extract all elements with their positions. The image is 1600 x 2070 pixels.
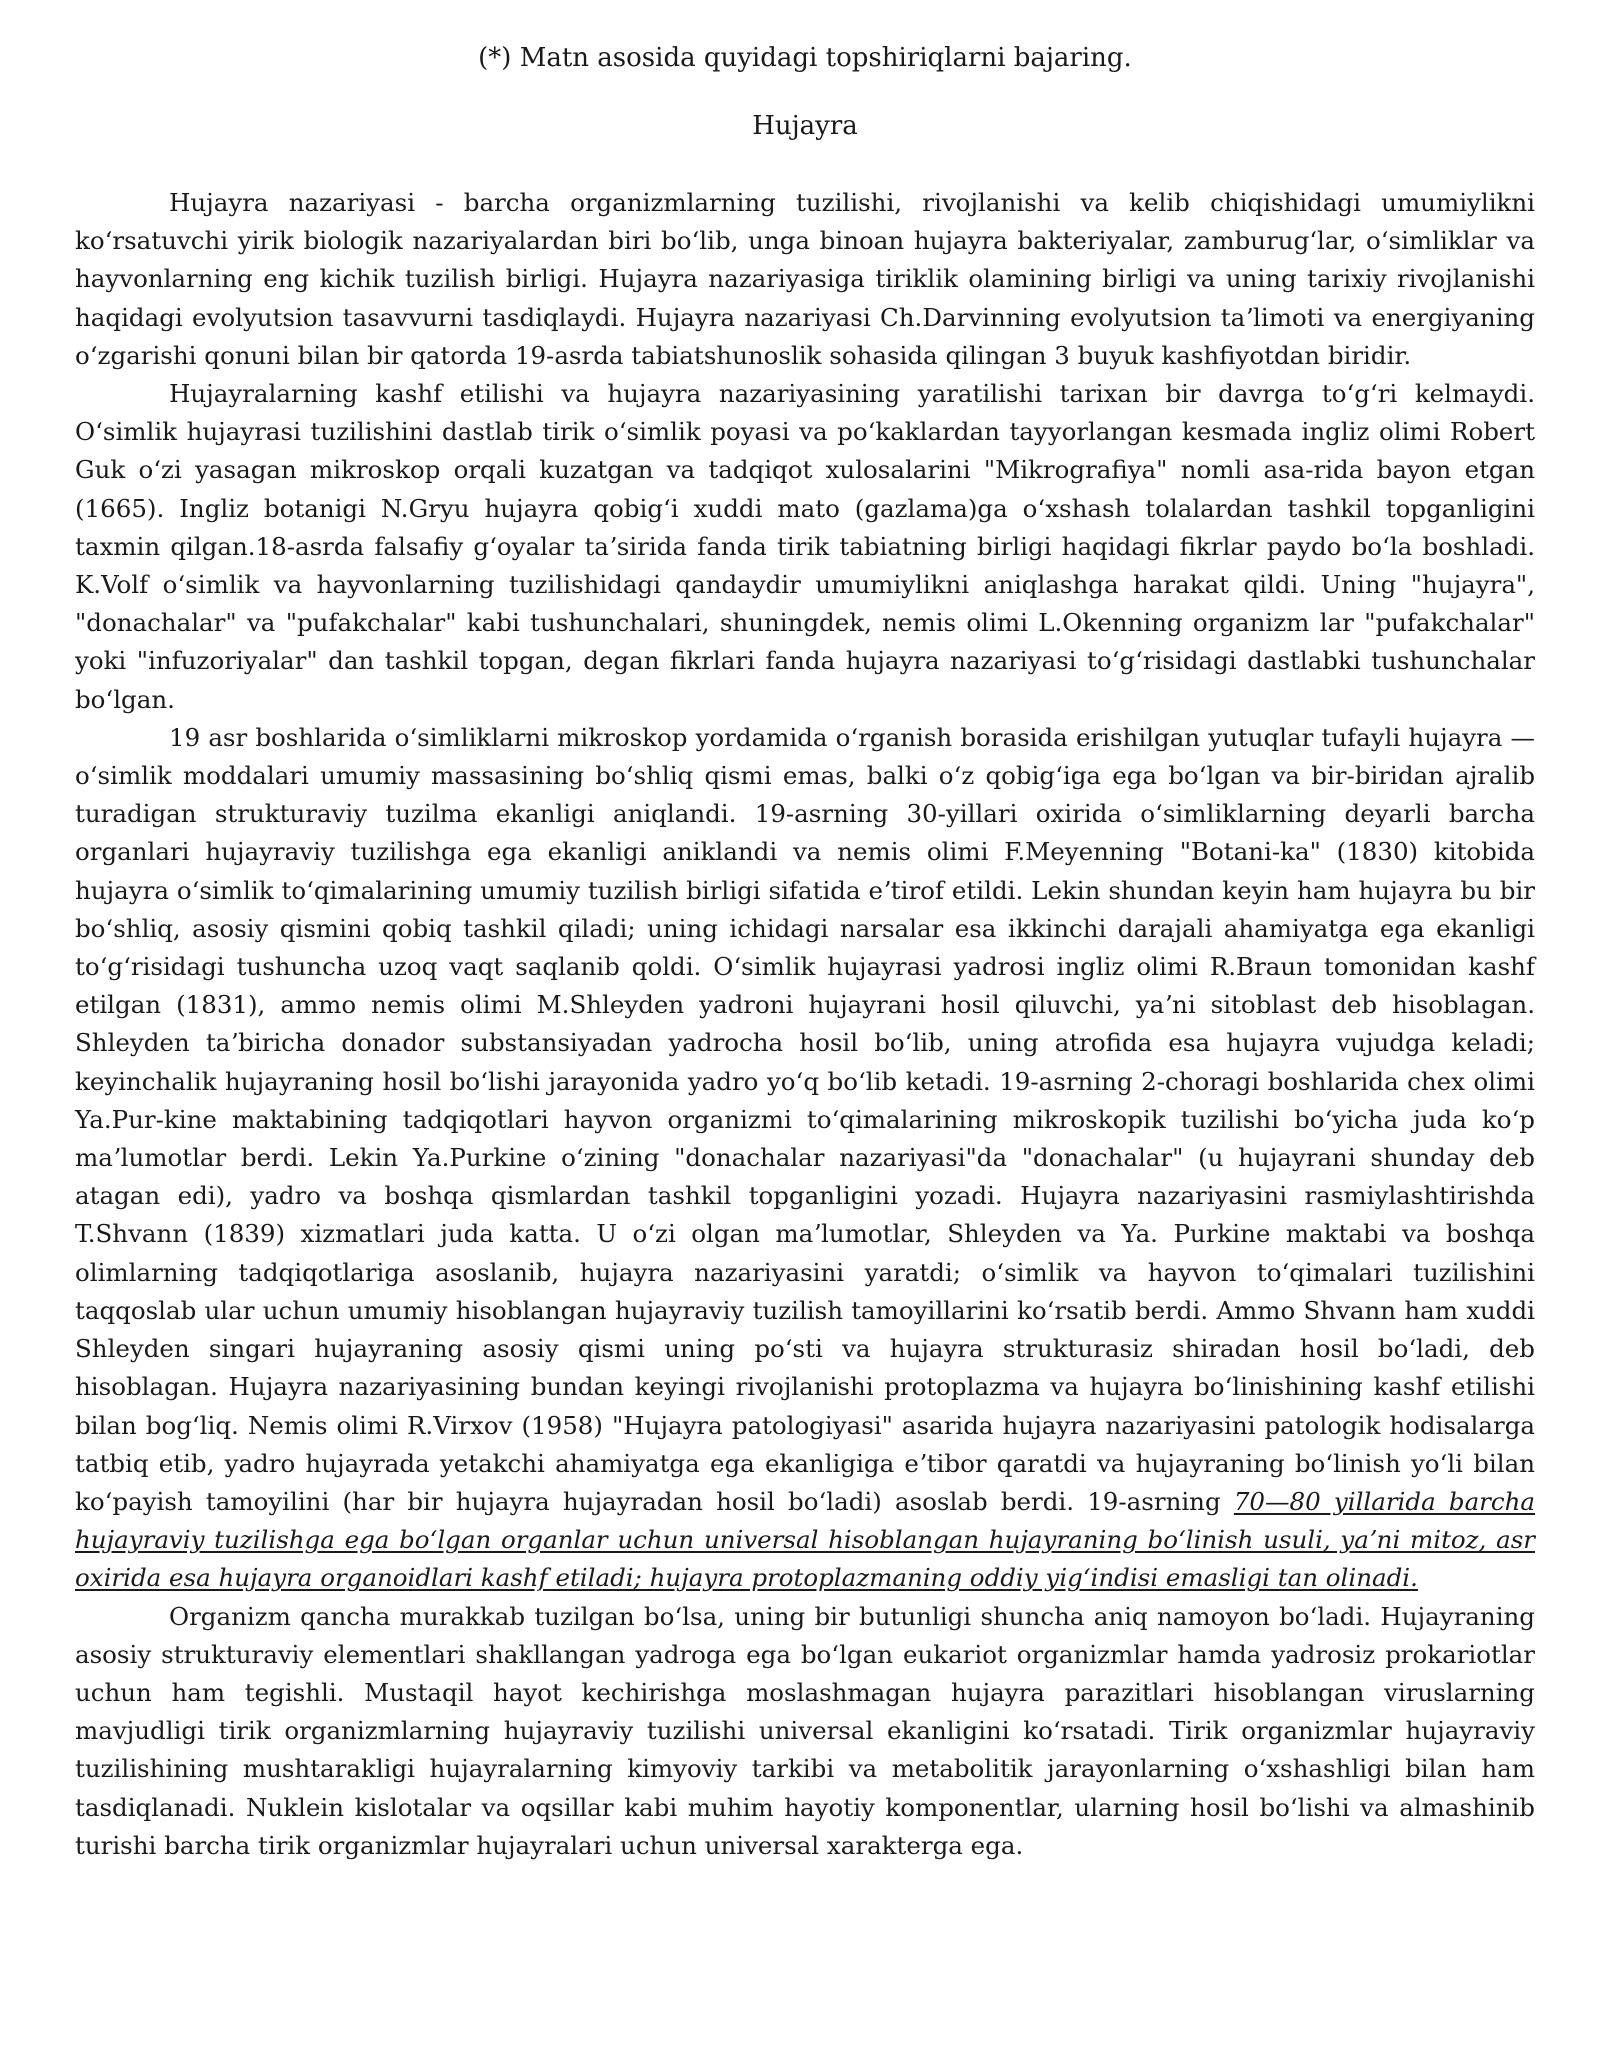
document-page [75,40,1535,1865]
document-body [75,184,1535,1865]
paragraph-4: Organizm qancha murakkab tuzilgan boʻlsa, uning bir butunligi shuncha aniq namoyon boʻladi. Hujayraning asosiy strukturaviy elementlari shakllangan yadroga ega boʻlgan eukariot organizmlar hamda yadrosiz prokariotlar uchun ham tegishli. Mustaqil hayot kechirishga moslashmagan hujayra parazitlari hisoblangan viruslarning mavjudligi tirik organizmlarning hujayraviy tuzilishi universal ekanligini koʻrsatadi. Tirik organizmlar hujayraviy tuzilishining mushtarakligi hujayralarning kimyoviy tarkibi va metabolitik jarayonlarning oʻxshashligi bilan ham tasdiqlanadi. Nuklein kislotalar va oqsillar kabi muhim hayotiy komponentlar, ularning hosil boʻlishi va almashinib turishi barcha tirik organizmlar hujayralari uchun universal xarakterga ega. [75,1601,1535,1860]
underlined-passage: 70—80 yillarida barcha hujayraviy tuzilishga ega boʻlgan organlar uchun universal hisoblangan hujayraning boʻlinish usuli, yaʼni mitoz, asr oxirida esa hujayra organoidlari kashf etiladi; hujayra protoplazmaning oddiy yigʻindisi emasligi tan olinadi. [75,1486,1535,1593]
paragraph-1: Hujayra nazariyasi - barcha organizmlarning tuzilishi, rivojlanishi va kelib chiqishidagi umumiylikni koʻrsatuvchi yirik biologik nazariyalardan biri boʻlib, unga binoan hujayra bakteriyalar, zamburugʻlar, oʻsimliklar va hayvonlarning eng kichik tuzilish birligi. Hujayra nazariyasiga tiriklik olamining birligi va uning tarixiy rivojlanishi haqidagi evolyutsion tasavvurni tasdiqlaydi. Hujayra nazariyasi Ch.Darvinning evolyutsion taʼlimoti va energiyaning oʻzgarishi qonuni bilan bir qatorda 19-asrda tabiatshunoslik sohasida qilingan 3 buyuk kashfiyotdan biridir. [75,188,1535,370]
page-title: Hujayra [752,111,858,141]
paragraph-3-text: 19 asr boshlarida oʻsimliklarni mikroskop yordamida oʻrganish borasida erishilgan yutuqlar tufayli hujayra — oʻsimlik moddalari umumiy massasining boʻshliq qismi emas, balki oʻz qobigʻiga ega boʻlgan va bir-biridan ajralib turadigan strukturaviy tuzilma ekanligi aniqlandi. 19-asrning 30-yillari oxirida oʻsimliklarning deyarli barcha organlari hujayraviy tuzilishga ega ekanligi aniklandi va nemis olimi F.Meyenning "Botani-ka" (1830) kitobida hujayra oʻsimlik toʻqimalarining umumiy tuzilish birligi sifatida eʼtirof etildi. Lekin shundan keyin ham hujayra bu bir boʻshliq, asosiy qismini qobiq tashkil qiladi; uning ichidagi narsalar esa ikkinchi darajali ahamiyatga ega ekanligi toʻgʻrisidagi tushuncha uzoq vaqt saqlanib qoldi. Oʻsimlik hujayrasi yadrosi ingliz olimi R.Braun tomonidan kashf etilgan (1831), ammo nemis olimi M.Shleyden yadroni hujayrani hosil qiluvchi, yaʼni sitoblast deb hisoblagan. Shleyden taʼbiricha donador substansiyadan yadrocha hosil boʻlib, uning atrofida esa hujayra vujudga keladi; keyinchalik hujayraning hosil boʻlishi jarayonida yadro yoʻq boʻlib ketadi. 19-asrning 2-choragi boshlarida chex olimi Ya.Pur-kine maktabining tadqiqotlari hayvon organizmi toʻqimalarining mikroskopik tuzilishi boʻyicha juda koʻp maʼlumotlar berdi. Lekin Ya.Purkine oʻzining "donachalar nazariyasi"da "donachalar" (u hujayrani shunday deb atagan edi), yadro va boshqa qismlardan tashkil topganligini yozadi. Hujayra nazariyasini rasmiylashtirishda T.Shvann (1839) xizmatlari juda katta. U oʻzi olgan maʼlumotlar, Shleyden va Ya. Purkine maktabi va boshqa olimlarning tadqiqotlariga asoslanib, hujayra nazariyasini yaratdi; oʻsimlik va hayvon toʻqimalari tuzilishini taqqoslab ular uchun umumiy hisoblangan hujayraviy tuzilish tamoyillarini koʻrsatib berdi. Ammo Shvann ham xuddi Shleyden singari hujayraning asosiy qismi uning poʻsti va hujayra strukturasiz shiradan hosil boʻladi, deb hisoblagan. Hujayra nazariyasining bundan keyingi rivojlanishi protoplazma va hujayra boʻlinishining kashf etilishi bilan bogʻliq. Nemis olimi R.Virxov (1958) "Hujayra patologiyasi" asarida hujayra nazariyasini patologik hodisalarga tatbiq etib, yadro hujayrada yetakchi ahamiyatga ega ekanligiga eʼtibor qaratdi va hujayraning boʻlinish yoʻli bilan koʻpayish tamoyilini (har bir hujayra hujayradan hosil boʻladi) asoslab berdi. 19-asrning [75,722,1535,1516]
paragraph-3 [75,719,1535,1598]
paragraph-2: Hujayralarning kashf etilishi va hujayra nazariyasining yaratilishi tarixan bir davrga toʻgʻri kelmaydi. Oʻsimlik hujayrasi tuzilishini dastlab tirik oʻsimlik poyasi va poʻkaklardan tayyorlangan kesmada ingliz olimi Robert Guk oʻzi yasagan mikroskop orqali kuzatgan va tadqiqot xulosalarini "Mikrografiya" nomli asa-rida bayon etgan (1665). Ingliz botanigi N.Gryu hujayra qobigʻi xuddi mato (gazlama)ga oʻxshash tolalardan tashkil topganligini taxmin qilgan.18-asrda falsafiy gʻoyalar taʼsirida fanda tirik tabiatning birligi haqidagi fikrlar paydo boʻla boshladi. K.Volf oʻsimlik va hayvonlarning tuzilishidagi qandaydir umumiylikni aniqlashga harakat qildi. Uning "hujayra", "donachalar" va "pufakchalar" kabi tushunchalari, shuningdek, nemis olimi L.Okenning organizm lar "pufakchalar" yoki "infuzoriyalar" dan tashkil topgan, degan fikrlari fanda hujayra nazariyasi toʻgʻrisidagi dastlabki tushunchalar boʻlgan. [75,379,1535,714]
task-instruction: (*) Matn asosida quyidagi topshiriqlarni bajaring. [478,43,1132,73]
